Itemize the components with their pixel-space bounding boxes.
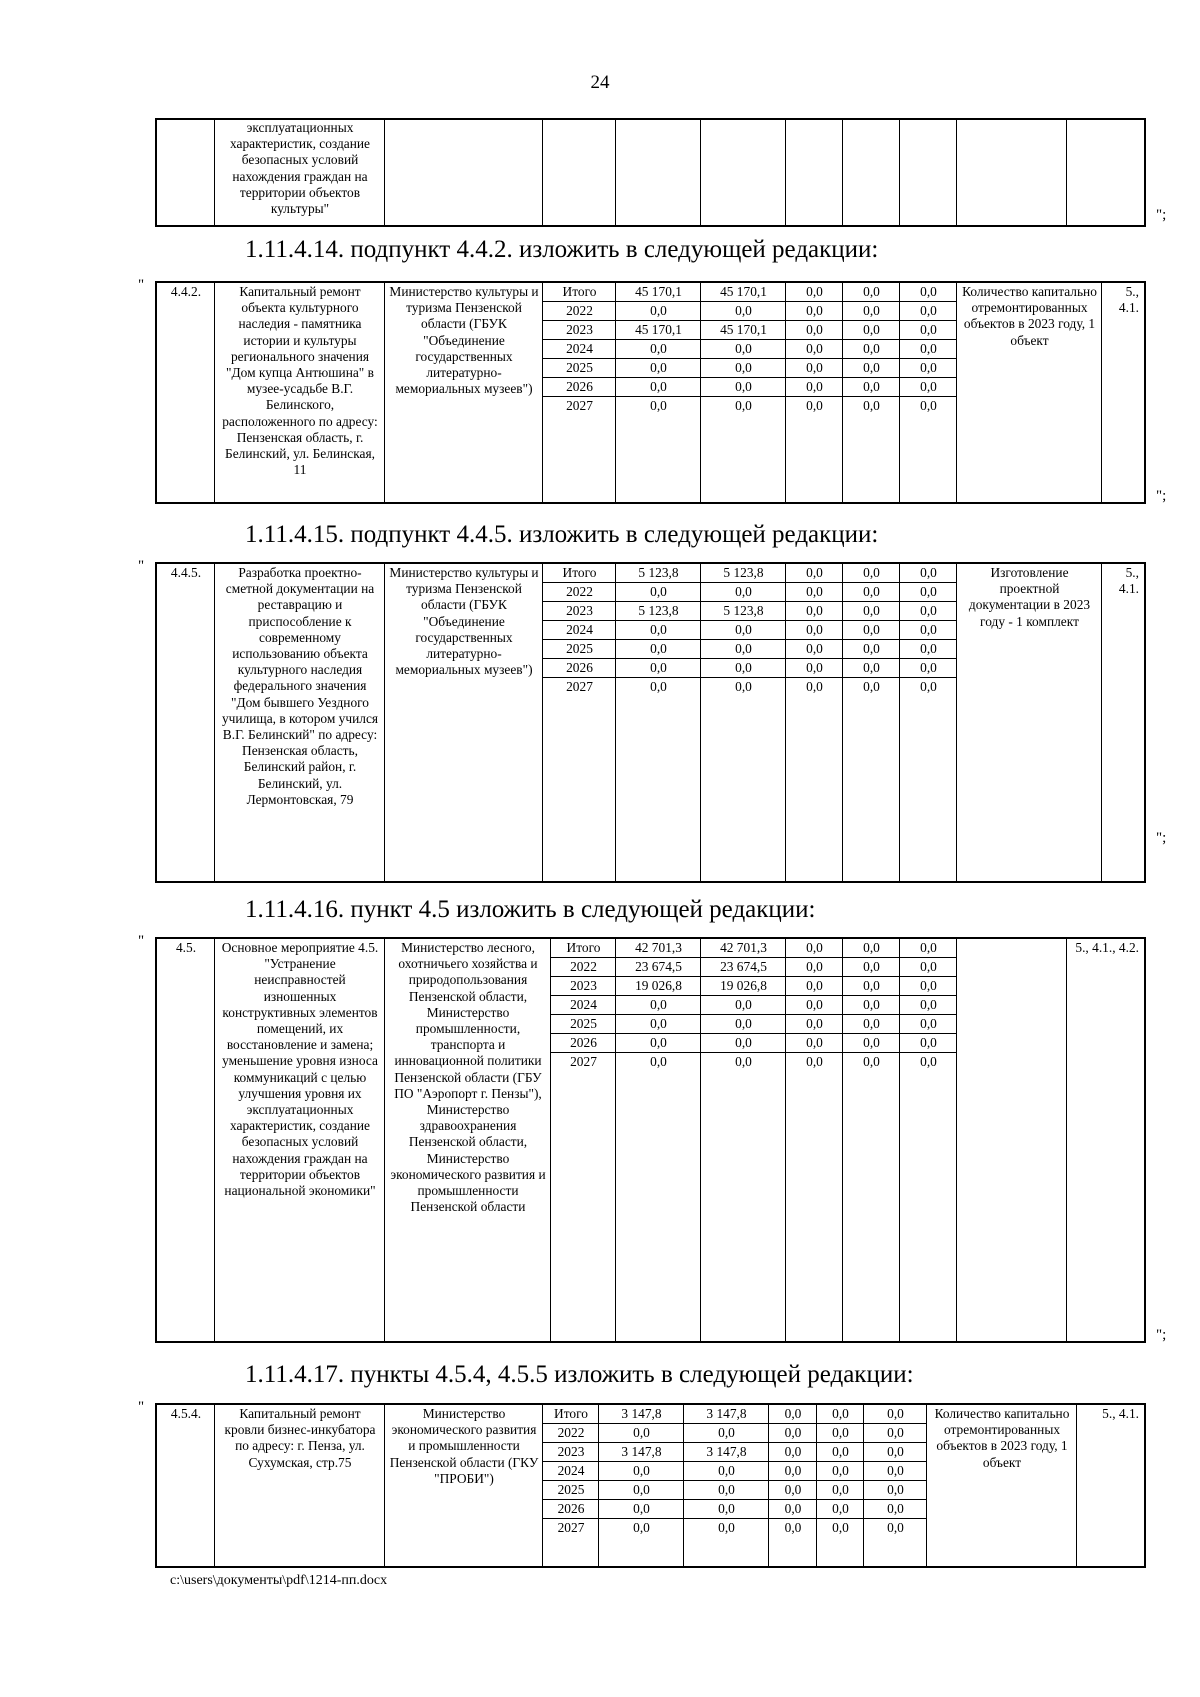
- finance-value: 0,0: [863, 660, 880, 675]
- finance-value: 0,0: [650, 997, 667, 1012]
- finance-value: 0,0: [806, 303, 823, 318]
- finance-value: 0,0: [650, 341, 667, 356]
- finance-value: 0,0: [633, 1463, 650, 1478]
- column-federal: [701, 120, 786, 225]
- finance-value: 0,0: [806, 1054, 823, 1069]
- finance-year: 2022: [557, 1425, 585, 1440]
- finance-value: 0,0: [863, 641, 880, 656]
- finance-value: 23 674,5: [635, 959, 682, 974]
- finance-value: 5 123,8: [638, 603, 679, 618]
- finance-value: 0,0: [920, 398, 937, 413]
- finance-value: 0,0: [863, 284, 880, 299]
- finance-value: 0,0: [887, 1482, 904, 1497]
- item-executor: Министерство культуры и туризма Пензенской области (ГБУК "Объединение государственных литературно-мемориальных музеев"): [389, 565, 539, 678]
- item-name: Капитальный ремонт объекта культурного наследия - памятника истории и культуры регионального значения "Дом купца Антюшина" в музее-усадьбе В.Г. Белинского, расположенного по адресу: Пензенская область, г. Белинский, ул. Белинская, 11: [222, 284, 378, 478]
- column-total: [616, 120, 701, 225]
- finance-year: 2025: [557, 1482, 585, 1497]
- finance-value: 0,0: [633, 1482, 650, 1497]
- heading-2: 1.11.4.15. подпункт 4.4.5. изложить в следующей редакции:: [245, 521, 879, 548]
- finance-value: 0,0: [863, 978, 880, 993]
- continuation-table: [155, 118, 1146, 227]
- item-link: 5., 4.1.: [1118, 565, 1139, 597]
- column-link: [1067, 120, 1146, 225]
- finance-value: 0,0: [806, 360, 823, 375]
- program-table: [155, 562, 1146, 883]
- finance-value: 0,0: [650, 641, 667, 656]
- finance-value: 0,0: [920, 284, 937, 299]
- finance-value: 19 026,8: [720, 978, 767, 993]
- finance-value: 0,0: [650, 379, 667, 394]
- finance-value: 0,0: [735, 303, 752, 318]
- finance-value: 0,0: [920, 1035, 937, 1050]
- finance-year: 2022: [566, 584, 593, 599]
- column-number: [157, 939, 215, 1341]
- finance-value: 23 674,5: [720, 959, 767, 974]
- finance-value: 0,0: [806, 940, 823, 955]
- finance-value: 5 123,8: [638, 565, 679, 580]
- finance-value: 0,0: [784, 1463, 802, 1478]
- finance-value: 0,0: [735, 360, 752, 375]
- finance-year: 2026: [566, 660, 593, 675]
- item-executor: Министерство лесного, охотничьего хозяйства и природопользования Пензенской области, Министерство промышленности, транспорта и инновационной политики Пензенской области (ГБУ ПО "Аэропорт г. Пензы"), Министерство здравоохранения Пензенской области, Министерство экономического развития и промышленности Пензенской области: [390, 940, 546, 1215]
- finance-value: 0,0: [863, 360, 880, 375]
- finance-value: 0,0: [887, 1444, 904, 1459]
- heading-1: 1.11.4.14. подпункт 4.4.2. изложить в следующей редакции:: [245, 236, 879, 263]
- finance-value: 0,0: [650, 1035, 667, 1050]
- finance-value: 0,0: [784, 1444, 802, 1459]
- finance-year: Итого: [566, 940, 601, 955]
- finance-value: 0,0: [920, 940, 937, 955]
- finance-value: 0,0: [832, 1482, 849, 1497]
- finance-value: 0,0: [832, 1501, 849, 1516]
- finance-value: 0,0: [806, 398, 823, 413]
- finance-value: 0,0: [806, 660, 823, 675]
- item-indicator: Изготовление проектной документации в 2023 году - 1 комплект: [968, 565, 1091, 629]
- item-link: 5., 4.1.: [1102, 1406, 1139, 1421]
- column-indicator: [957, 120, 1067, 225]
- column-executor: [385, 120, 543, 225]
- column-link: [1102, 564, 1146, 881]
- finance-value: 0,0: [718, 1425, 735, 1440]
- finance-value: 0,0: [920, 641, 937, 656]
- item-name: Основное мероприятие 4.5. "Устранение неисправностей изношенных конструктивных элементов помещений, их восстановление и замена; уменьшение уровня износа коммуникаций с целью улучшения уровня их эксплуатационных характеристик, создание безопасных условий нахождения граждан на территории объектов национальной экономики": [221, 940, 379, 1199]
- finance-value: 0,0: [863, 997, 880, 1012]
- finance-value: 0,0: [784, 1406, 802, 1421]
- finance-value: 0,0: [806, 603, 823, 618]
- finance-value: 42 701,3: [720, 940, 767, 955]
- finance-value: 0,0: [863, 679, 880, 694]
- finance-year: Итого: [562, 284, 597, 299]
- finance-year: 2026: [557, 1501, 585, 1516]
- finance-value: 0,0: [650, 584, 667, 599]
- finance-year: Итого: [554, 1406, 588, 1421]
- finance-value: 0,0: [832, 1406, 849, 1421]
- close-quote-mark: ";: [1156, 1327, 1167, 1343]
- finance-value: 0,0: [633, 1425, 650, 1440]
- finance-value: 0,0: [863, 322, 880, 337]
- close-quote-mark: ";: [1156, 830, 1167, 846]
- finance-value: 0,0: [806, 997, 823, 1012]
- finance-value: 0,0: [718, 1501, 735, 1516]
- column-local: [843, 120, 900, 225]
- finance-value: 0,0: [863, 398, 880, 413]
- finance-value: 0,0: [806, 959, 823, 974]
- finance-value: 45 170,1: [635, 284, 682, 299]
- finance-value: 0,0: [735, 1035, 752, 1050]
- finance-year: 2022: [570, 959, 597, 974]
- finance-value: 0,0: [735, 679, 752, 694]
- finance-value: 0,0: [784, 1501, 802, 1516]
- item-link: 5., 4.1.: [1118, 284, 1139, 316]
- finance-value: 0,0: [863, 1035, 880, 1050]
- finance-value: 5 123,8: [723, 565, 764, 580]
- finance-value: 0,0: [806, 565, 823, 580]
- finance-value: 45 170,1: [720, 284, 767, 299]
- finance-value: 0,0: [735, 622, 752, 637]
- column-link: [1067, 939, 1146, 1341]
- close-quote-mark: ";: [1156, 207, 1167, 223]
- item-number: 4.5.: [175, 940, 197, 955]
- finance-year: 2027: [570, 1054, 597, 1069]
- close-quote-mark: ";: [1156, 488, 1167, 504]
- fragment-name-text: эксплуатационных характеристик, создание безопасных условий нахождения граждан на территории объектов культуры": [230, 120, 370, 217]
- finance-value: 0,0: [863, 959, 880, 974]
- finance-value: 0,0: [650, 360, 667, 375]
- finance-year: Итого: [562, 565, 597, 580]
- item-indicator: Количество капитально отремонтированных объектов в 2023 году, 1 объект: [962, 284, 1097, 348]
- finance-value: 0,0: [920, 565, 937, 580]
- finance-value: 3 147,8: [706, 1406, 747, 1421]
- finance-year: 2026: [566, 379, 593, 394]
- finance-value: 0,0: [832, 1520, 849, 1535]
- finance-value: 0,0: [650, 1016, 667, 1031]
- finance-value: 0,0: [735, 660, 752, 675]
- item-number: 4.5.4.: [170, 1406, 202, 1421]
- finance-value: 0,0: [806, 679, 823, 694]
- finance-value: 0,0: [735, 584, 752, 599]
- column-indicator: [957, 939, 1067, 1341]
- finance-value: 0,0: [806, 584, 823, 599]
- finance-value: 0,0: [887, 1425, 904, 1440]
- finance-value: 0,0: [633, 1501, 650, 1516]
- item-executor: Министерство культуры и туризма Пензенской области (ГБУК "Объединение государственных литературно-мемориальных музеев"): [389, 284, 539, 397]
- item-name: Капитальный ремонт кровли бизнес-инкубатора по адресу: г. Пенза, ул. Сухумская, стр.75: [224, 1406, 376, 1470]
- finance-year: 2027: [557, 1520, 585, 1535]
- open-quote-mark: ": [138, 277, 145, 293]
- finance-value: 0,0: [920, 341, 937, 356]
- page-number: 24: [590, 72, 610, 93]
- column-year: [543, 120, 616, 225]
- finance-value: 0,0: [735, 997, 752, 1012]
- finance-value: 0,0: [832, 1463, 849, 1478]
- finance-value: 3 147,8: [706, 1444, 747, 1459]
- finance-value: 0,0: [863, 379, 880, 394]
- finance-year: 2025: [566, 360, 593, 375]
- finance-value: 0,0: [633, 1520, 650, 1535]
- finance-value: 0,0: [887, 1463, 904, 1478]
- finance-value: 0,0: [784, 1520, 802, 1535]
- finance-value: 0,0: [920, 959, 937, 974]
- finance-value: 0,0: [735, 379, 752, 394]
- finance-value: 0,0: [806, 322, 823, 337]
- finance-year: 2025: [570, 1016, 597, 1031]
- finance-value: 0,0: [718, 1482, 735, 1497]
- finance-value: 0,0: [887, 1406, 904, 1421]
- finance-year: 2023: [566, 322, 593, 337]
- program-table: [155, 937, 1146, 1343]
- finance-year: 2026: [570, 1035, 597, 1050]
- finance-value: 0,0: [863, 603, 880, 618]
- finance-value: 0,0: [718, 1463, 735, 1478]
- finance-value: 0,0: [806, 1016, 823, 1031]
- finance-year: 2023: [566, 603, 593, 618]
- finance-year: 2025: [566, 641, 593, 656]
- finance-value: 42 701,3: [635, 940, 682, 955]
- finance-value: 0,0: [650, 1054, 667, 1069]
- finance-value: 0,0: [863, 565, 880, 580]
- finance-value: 0,0: [735, 1016, 752, 1031]
- finance-value: 0,0: [650, 660, 667, 675]
- item-indicator: Количество капитально отремонтированных объектов в 2023 году, 1 объект: [934, 1406, 1070, 1470]
- finance-value: 0,0: [806, 641, 823, 656]
- finance-value: 0,0: [806, 622, 823, 637]
- item-executor: Министерство экономического развития и промышленности Пензенской области (ГКУ "ПРОБИ"): [389, 1406, 539, 1486]
- finance-value: 5 123,8: [723, 603, 764, 618]
- finance-value: 0,0: [920, 584, 937, 599]
- finance-value: 0,0: [887, 1520, 904, 1535]
- item-number: 4.4.2.: [170, 284, 202, 299]
- finance-value: 0,0: [735, 641, 752, 656]
- finance-value: 0,0: [718, 1520, 735, 1535]
- finance-year: 2024: [566, 622, 593, 637]
- finance-value: 0,0: [863, 940, 880, 955]
- finance-value: 0,0: [784, 1482, 802, 1497]
- finance-year: 2024: [557, 1463, 585, 1478]
- finance-value: 0,0: [920, 997, 937, 1012]
- finance-year: 2024: [570, 997, 597, 1012]
- finance-value: 0,0: [863, 1016, 880, 1031]
- finance-year: 2023: [570, 978, 597, 993]
- finance-year: 2027: [566, 679, 593, 694]
- column-other: [900, 120, 957, 225]
- item-name: Разработка проектно-сметной документации на реставрацию и приспособление к современному использованию объекта культурного наследия федерального значения "Дом бывшего Уездного училища, в котором учился В.Г. Белинский" по адресу: Пензенская область, Белинский район, г. Белинский, ул. Лермонтовская, 79: [221, 565, 379, 807]
- open-quote-mark: ": [138, 933, 145, 949]
- finance-value: 19 026,8: [635, 978, 682, 993]
- column-number: [157, 1405, 215, 1566]
- finance-value: 0,0: [650, 398, 667, 413]
- finance-year: 2022: [566, 303, 593, 318]
- finance-value: 0,0: [863, 303, 880, 318]
- finance-value: 0,0: [735, 398, 752, 413]
- finance-value: 0,0: [920, 379, 937, 394]
- finance-value: 0,0: [887, 1501, 904, 1516]
- heading-4: 1.11.4.17. пункты 4.5.4, 4.5.5 изложить в следующей редакции:: [245, 1361, 914, 1388]
- finance-value: 0,0: [920, 360, 937, 375]
- finance-value: 0,0: [920, 978, 937, 993]
- program-table: [155, 281, 1146, 504]
- program-table: [155, 1403, 1146, 1568]
- footer-file-path: c:\users\документы\pdf\1214-пп.docx: [170, 1573, 388, 1588]
- finance-value: 0,0: [806, 341, 823, 356]
- finance-value: 0,0: [863, 1054, 880, 1069]
- finance-value: 0,0: [806, 284, 823, 299]
- finance-value: 0,0: [863, 584, 880, 599]
- finance-value: 0,0: [920, 660, 937, 675]
- finance-value: 0,0: [920, 1054, 937, 1069]
- heading-3: 1.11.4.16. пункт 4.5 изложить в следующей редакции:: [245, 896, 816, 923]
- finance-value: 0,0: [735, 341, 752, 356]
- finance-value: 0,0: [920, 679, 937, 694]
- finance-value: 0,0: [806, 978, 823, 993]
- finance-year: 2024: [566, 341, 593, 356]
- finance-value: 0,0: [920, 303, 937, 318]
- open-quote-mark: ": [138, 1399, 145, 1415]
- column-link: [1077, 1405, 1146, 1566]
- finance-value: 0,0: [806, 379, 823, 394]
- column-number: [157, 283, 215, 502]
- finance-value: 45 170,1: [720, 322, 767, 337]
- finance-value: 0,0: [650, 679, 667, 694]
- finance-value: 0,0: [920, 603, 937, 618]
- finance-value: 0,0: [920, 1016, 937, 1031]
- finance-year: 2027: [566, 398, 593, 413]
- column-number: [157, 120, 215, 225]
- finance-year: 2023: [557, 1444, 585, 1459]
- finance-value: 3 147,8: [621, 1444, 662, 1459]
- finance-value: 0,0: [650, 622, 667, 637]
- item-number: 4.4.5.: [170, 565, 202, 580]
- finance-value: 0,0: [806, 1035, 823, 1050]
- item-link: 5., 4.1., 4.2.: [1075, 940, 1139, 955]
- finance-value: 0,0: [920, 622, 937, 637]
- open-quote-mark: ": [138, 558, 145, 574]
- finance-value: 0,0: [863, 622, 880, 637]
- finance-value: 0,0: [650, 303, 667, 318]
- finance-value: 0,0: [920, 322, 937, 337]
- column-number: [157, 564, 215, 881]
- finance-value: 3 147,8: [621, 1406, 662, 1421]
- finance-value: 0,0: [832, 1444, 849, 1459]
- finance-value: 0,0: [735, 1054, 752, 1069]
- finance-value: 0,0: [832, 1425, 849, 1440]
- column-regional: [786, 120, 843, 225]
- finance-value: 0,0: [784, 1425, 802, 1440]
- finance-value: 0,0: [863, 341, 880, 356]
- finance-value: 45 170,1: [635, 322, 682, 337]
